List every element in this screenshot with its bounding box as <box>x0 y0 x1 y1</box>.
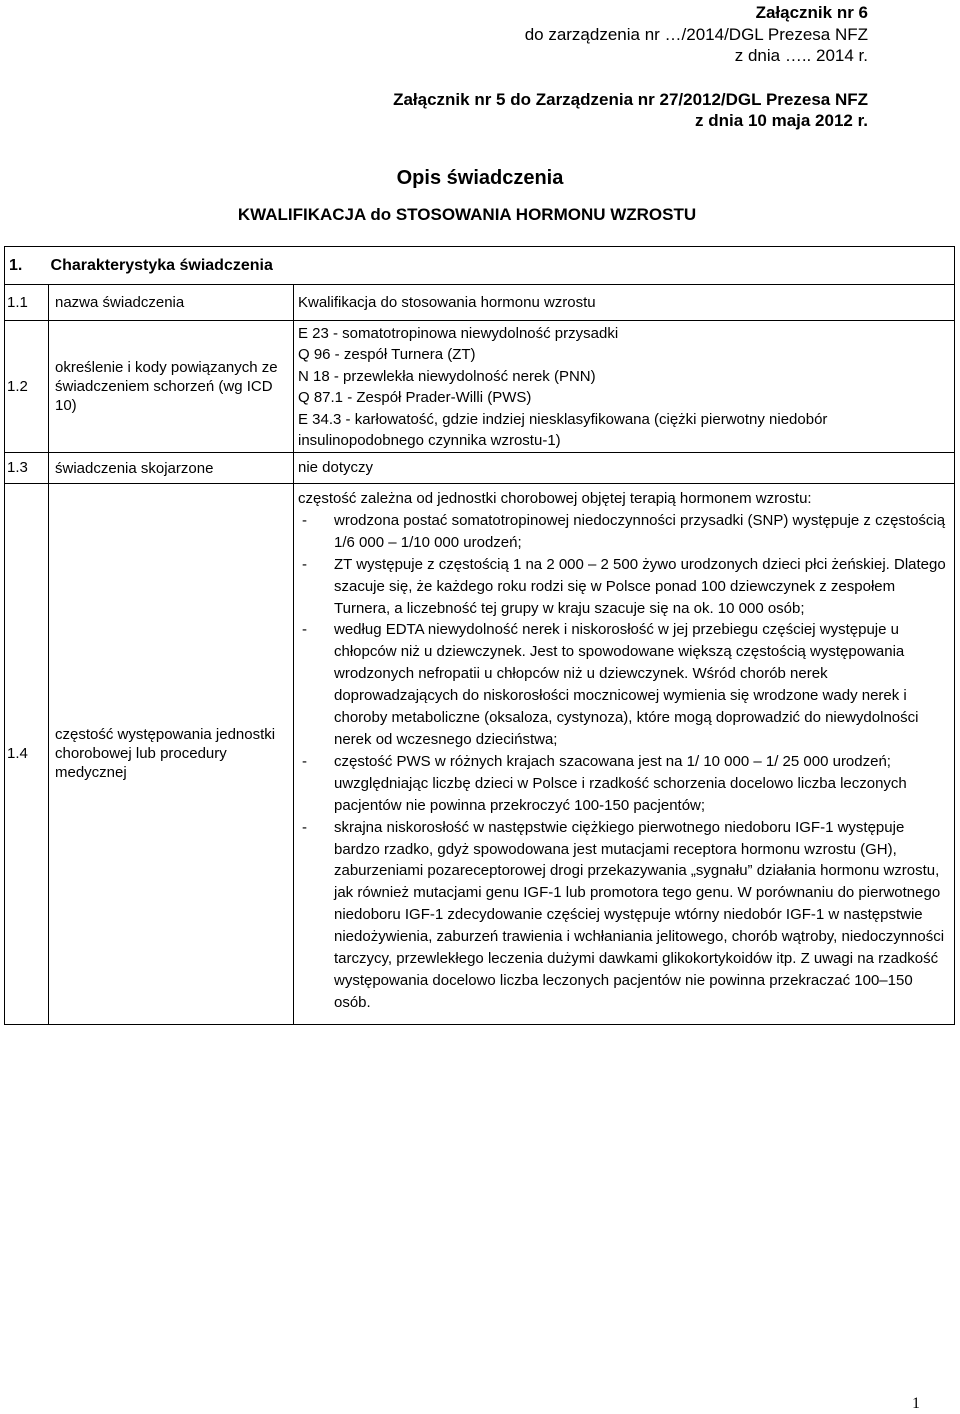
icd-codes-cell <box>294 321 955 453</box>
row-label: nazwa świadczenia <box>49 285 294 321</box>
frequency-list <box>298 510 948 1014</box>
list-item: - według EDTA niewydolność nerek i niskorosłość w jej przebiegu częściej występuje u chłopców niż u dziewczynek. Jest to spowodowane większą częstością występowania wrodzonych nefropatii u chłopców niż u dziewczynek. Wśród chorób nerek doprowadzających do niskorosłości mocznicowej wymienia się wrodzone wady nerek i choroby metaboliczne (oksaloza, cystynoza), które mogą doprowadzić do niewydolności nerek od wczesnego dzieciństwa; <box>298 619 948 750</box>
frequency-intro: częstość zależna od jednostki chorobowej objętej terapią hormonem wzrostu: <box>298 490 812 507</box>
page-number: 1 <box>912 1395 920 1412</box>
icd-code: Q 96 - zespół Turnera (ZT) <box>298 346 476 364</box>
service-description-table <box>4 246 955 1025</box>
list-item: - wrodzona postać somatotropinowej niedoczynności przysadki (SNP) występuje z częstością 1/6 000 – 1/10 000 urodzeń; <box>298 510 948 554</box>
list-item: - ZT występuje z częstością 1 na 2 000 – 2 500 żywo urodzonych dzieci płci żeńskiej. Dlatego szacuje się, że każdego roku rodzi się w Polsce ponad 100 dziewczynek z zespołem Turnera, a liczebność tej grupy w kraju szacuje się na ok. 10 000 osób; <box>298 554 948 620</box>
row-number: 1.1 <box>5 285 49 321</box>
associated-services-value: nie dotyczy <box>294 453 955 484</box>
attachment-6-regulation: do zarządzenia nr …/2014/DGL Prezesa NFZ <box>524 25 868 44</box>
row-1-4 <box>5 484 955 1025</box>
row-1-3 <box>5 453 955 484</box>
row-number: 1.4 <box>5 484 49 1025</box>
attachment-5-date: z dnia 10 maja 2012 r. <box>695 111 868 130</box>
row-label: częstość występowania jednostki chorobowej lub procedury medycznej <box>49 484 294 1025</box>
list-item: - częstość PWS w różnych krajach szacowana jest na 1/ 10 000 – 1/ 25 000 urodzeń; uwzględniając liczbę dzieci w Polsce i rzadkość schorzenia docelowo liczba leczonych pacjentów nie powinna przekroczyć 100-150 pacjentów; <box>298 751 948 817</box>
attachment-6-date: z dnia ….. 2014 r. <box>734 46 868 65</box>
section-number: 1. <box>9 256 23 274</box>
icd-code: Q 87.1 - Zespół Prader-Willi (PWS) <box>298 389 532 407</box>
row-label: określenie i kody powiązanych ze świadczeniem schorzeń (wg ICD 10) <box>49 321 294 453</box>
section-heading: Charakterystyka świadczenia <box>50 256 273 274</box>
section-heading-row <box>5 247 955 285</box>
row-number: 1.3 <box>5 453 49 484</box>
attachment-5-regulation: Załącznik nr 5 do Zarządzenia nr 27/2012/DGL Prezesa NFZ <box>393 90 868 109</box>
icd-code: N 18 - przewlekła niewydolność nerek (PNN) <box>298 367 596 385</box>
attachment-6-title: Załącznik nr 6 <box>755 3 868 22</box>
row-1-2 <box>5 321 955 453</box>
frequency-cell <box>294 484 955 1025</box>
document-subtitle: KWALIFIKACJA do STOSOWANIA HORMONU WZROSTU <box>237 205 697 224</box>
icd-code: E 23 - somatotropinowa niewydolność przysadki <box>298 325 619 342</box>
row-1-1 <box>5 285 955 321</box>
row-label: świadczenia skojarzone <box>49 453 294 484</box>
service-name-value: Kwalifikacja do stosowania hormonu wzrostu <box>294 285 955 321</box>
icd-code: E 34.3 - karłowatość, gdzie indziej niesklasyfikowana (ciężki pierwotny niedobór insulinopodobnego czynnika wzrostu-1) <box>298 410 828 450</box>
document-title: Opis świadczenia <box>396 167 564 189</box>
list-item: - skrajna niskorosłość w następstwie ciężkiego pierwotnego niedoboru IGF-1 występuje bardzo rzadko, gdyż spowodowana jest mutacjami receptora hormonu wzrostu (GH), zaburzeniami pozareceptorowej drogi przekazywania „sygnału” działania hormonu wzrostu, jak również mutacjami genu IGF-1 lub promotora tego genu. W porównaniu do pierwotnego niedoboru IGF-1 zdecydowanie częściej występuje wtórny niedobór IGF-1 w następstwie niedożywienia, zaburzeń trawienia i wchłaniania jelitowego, chorób wątroby, niedoczynności tarczycy, przewlekłego leczenia dużymi dawkami glikokortykoidów itp. Z uwagi na rzadkość występowania docelowo liczba leczonych pacjentów nie powinna przekraczać 100–150 osób. <box>298 817 948 1014</box>
row-number: 1.2 <box>5 321 49 453</box>
